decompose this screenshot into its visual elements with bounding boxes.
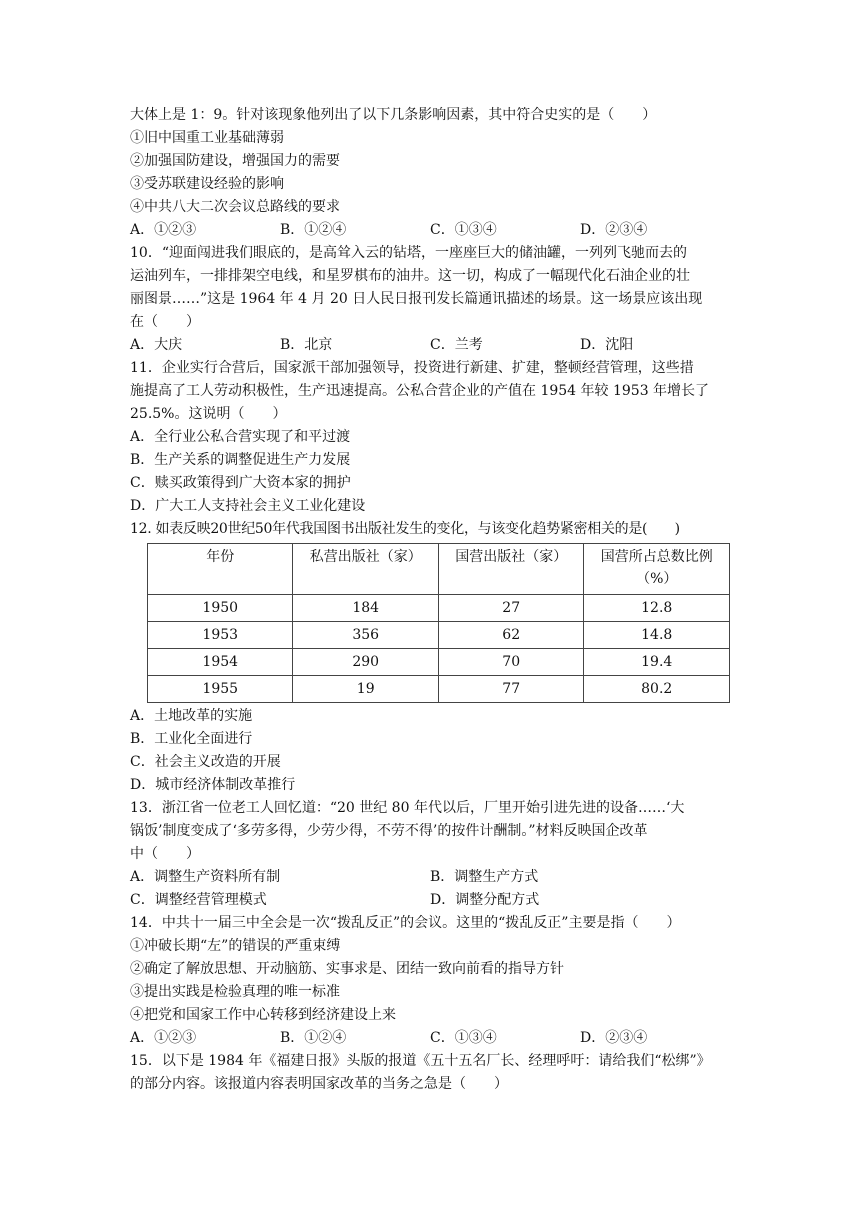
q13-option-b[interactable]: B．调整生产方式 <box>430 869 539 885</box>
q9-stem-end: 大体上是 1：9。针对该现象他列出了以下几条影响因素，其中符合史实的是（ ） <box>130 107 657 123</box>
q10-option-a[interactable]: A．大庆 <box>130 337 183 353</box>
table-cell: 19.4 <box>584 649 730 676</box>
q11-stem-line: 11．企业实行合营后，国家派干部加强领导，投资进行新建、扩建，整顿经营管理，这些措 <box>130 360 694 376</box>
table-cell: 1950 <box>148 595 293 622</box>
q10-stem-line: 10．“迎面闯进我们眼底的，是高耸入云的钻塔，一座座巨大的储油罐，一列列飞驰而去的 <box>130 245 687 261</box>
table-cell: 1954 <box>148 649 293 676</box>
table-cell: 290 <box>293 649 439 676</box>
q12-option-d[interactable]: D．城市经济体制改革推行 <box>130 777 296 793</box>
q10-options <box>130 334 730 357</box>
table-row <box>148 622 730 649</box>
table-cell: 14.8 <box>584 622 730 649</box>
q9-item: ①旧中国重工业基础薄弱 <box>130 130 284 146</box>
q9-item: ④中共八大二次会议总路线的要求 <box>130 199 340 215</box>
q12-option-b[interactable]: B．工业化全面进行 <box>130 731 253 747</box>
q14-options <box>130 1027 730 1050</box>
table-cell: 1953 <box>148 622 293 649</box>
table-cell: 62 <box>438 622 584 649</box>
q9-option-a[interactable]: A．①②③ <box>130 222 197 238</box>
q13-stem-line: 13．浙江省一位老工人回忆道：“20 世纪 80 年代以后，厂里开始引进先进的设备……‘大 <box>130 800 685 816</box>
q10-option-b[interactable]: B．北京 <box>280 337 333 353</box>
q11-stem-line: 施提高了工人劳动积极性，生产迅速提高。公私合营企业的产值在 1954 年较 1953 年增长了 <box>130 383 710 399</box>
q12-table <box>147 543 730 703</box>
q13-option-c[interactable]: C．调整经营管理模式 <box>130 892 267 908</box>
q13-stem-line: 中（ ） <box>130 846 200 862</box>
q11-stem-line: 25.5%。这说明（ ） <box>130 406 287 422</box>
table-cell: 19 <box>293 676 439 703</box>
table-cell: 12.8 <box>584 595 730 622</box>
table-row <box>148 676 730 703</box>
q14-option-a[interactable]: A．①②③ <box>130 1030 197 1046</box>
q9-option-c[interactable]: C．①③④ <box>430 222 497 238</box>
q9-item: ②加强国防建设，增强国力的需要 <box>130 153 340 169</box>
q13-stem-line: 锅饭’制度变成了‘多劳多得，少劳少得，不劳不得’的按件计酬制。”材料反映国企改革 <box>130 823 648 839</box>
q13-options-row <box>130 889 730 912</box>
q11-option-c[interactable]: C．赎买政策得到广大资本家的拥护 <box>130 475 351 491</box>
q15-stem-line: 15．以下是 1984 年《福建日报》头版的报道《五十五名厂长、经理呼吁：请给我们“松绑”》 <box>130 1053 711 1069</box>
q15-stem-line: 的部分内容。该报道内容表明国家改革的当务之急是（ ） <box>130 1076 508 1092</box>
q14-item: ①冲破长期“左”的错误的严重束缚 <box>130 938 341 954</box>
q11-option-d[interactable]: D．广大工人支持社会主义工业化建设 <box>130 498 366 514</box>
table-cell: 356 <box>293 622 439 649</box>
q14-item: ④把党和国家工作中心转移到经济建设上来 <box>130 1007 396 1023</box>
q9-options <box>130 219 730 242</box>
q14-stem: 14．中共十一届三中全会是一次“拨乱反正”的会议。这里的“拨乱反正”主要是指（ ） <box>130 915 681 931</box>
table-cell: 184 <box>293 595 439 622</box>
q11-option-a[interactable]: A．全行业公私合营实现了和平过渡 <box>130 429 351 445</box>
exam-page <box>130 104 730 1096</box>
table-cell: 80.2 <box>584 676 730 703</box>
table-header-cell: 私营出版社（家） <box>293 544 439 595</box>
table-cell: 27 <box>438 595 584 622</box>
q10-stem-line: 在（ ） <box>130 314 200 330</box>
table-cell: 1955 <box>148 676 293 703</box>
table-header-cell: 国营出版社（家） <box>438 544 584 595</box>
table-header-cell: 年份 <box>148 544 293 595</box>
q13-option-a[interactable]: A．调整生产资料所有制 <box>130 869 281 885</box>
q10-option-d[interactable]: D．沈阳 <box>580 337 634 353</box>
q14-item: ②确定了解放思想、开动脑筋、实事求是、团结一致向前看的指导方针 <box>130 961 564 977</box>
table-row <box>148 649 730 676</box>
q11-option-b[interactable]: B．生产关系的调整促进生产力发展 <box>130 452 351 468</box>
q9-option-d[interactable]: D．②③④ <box>580 222 648 238</box>
q12-option-c[interactable]: C．社会主义改造的开展 <box>130 754 281 770</box>
q10-stem-line: 运油列车，一排排架空电线，和星罗棋布的油井。这一切，构成了一幅现代化石油企业的壮 <box>130 268 690 284</box>
q13-options-row <box>130 866 730 889</box>
q9-item: ③受苏联建设经验的影响 <box>130 176 284 192</box>
q10-option-c[interactable]: C．兰考 <box>430 337 483 353</box>
q13-option-d[interactable]: D．调整分配方式 <box>430 892 540 908</box>
table-row <box>148 595 730 622</box>
q14-option-b[interactable]: B．①②④ <box>280 1030 347 1046</box>
q12-option-a[interactable]: A．土地改革的实施 <box>130 708 253 724</box>
table-cell: 70 <box>438 649 584 676</box>
table-header-row <box>148 544 730 595</box>
q14-option-d[interactable]: D．②③④ <box>580 1030 648 1046</box>
table-cell: 77 <box>438 676 584 703</box>
q9-option-b[interactable]: B．①②④ <box>280 222 347 238</box>
q10-stem-line: 丽图景……”这是 1964 年 4 月 20 日人民日报刊发长篇通讯描述的场景。这一场景应该出现 <box>130 291 703 307</box>
table-header-cell: 国营所占总数比例（%） <box>584 544 730 595</box>
q14-option-c[interactable]: C．①③④ <box>430 1030 497 1046</box>
q12-stem: 12. 如表反映20世纪50年代我国图书出版社发生的变化，与该变化趋势紧密相关的是( ) <box>130 521 680 537</box>
q14-item: ③提出实践是检验真理的唯一标准 <box>130 984 340 1000</box>
